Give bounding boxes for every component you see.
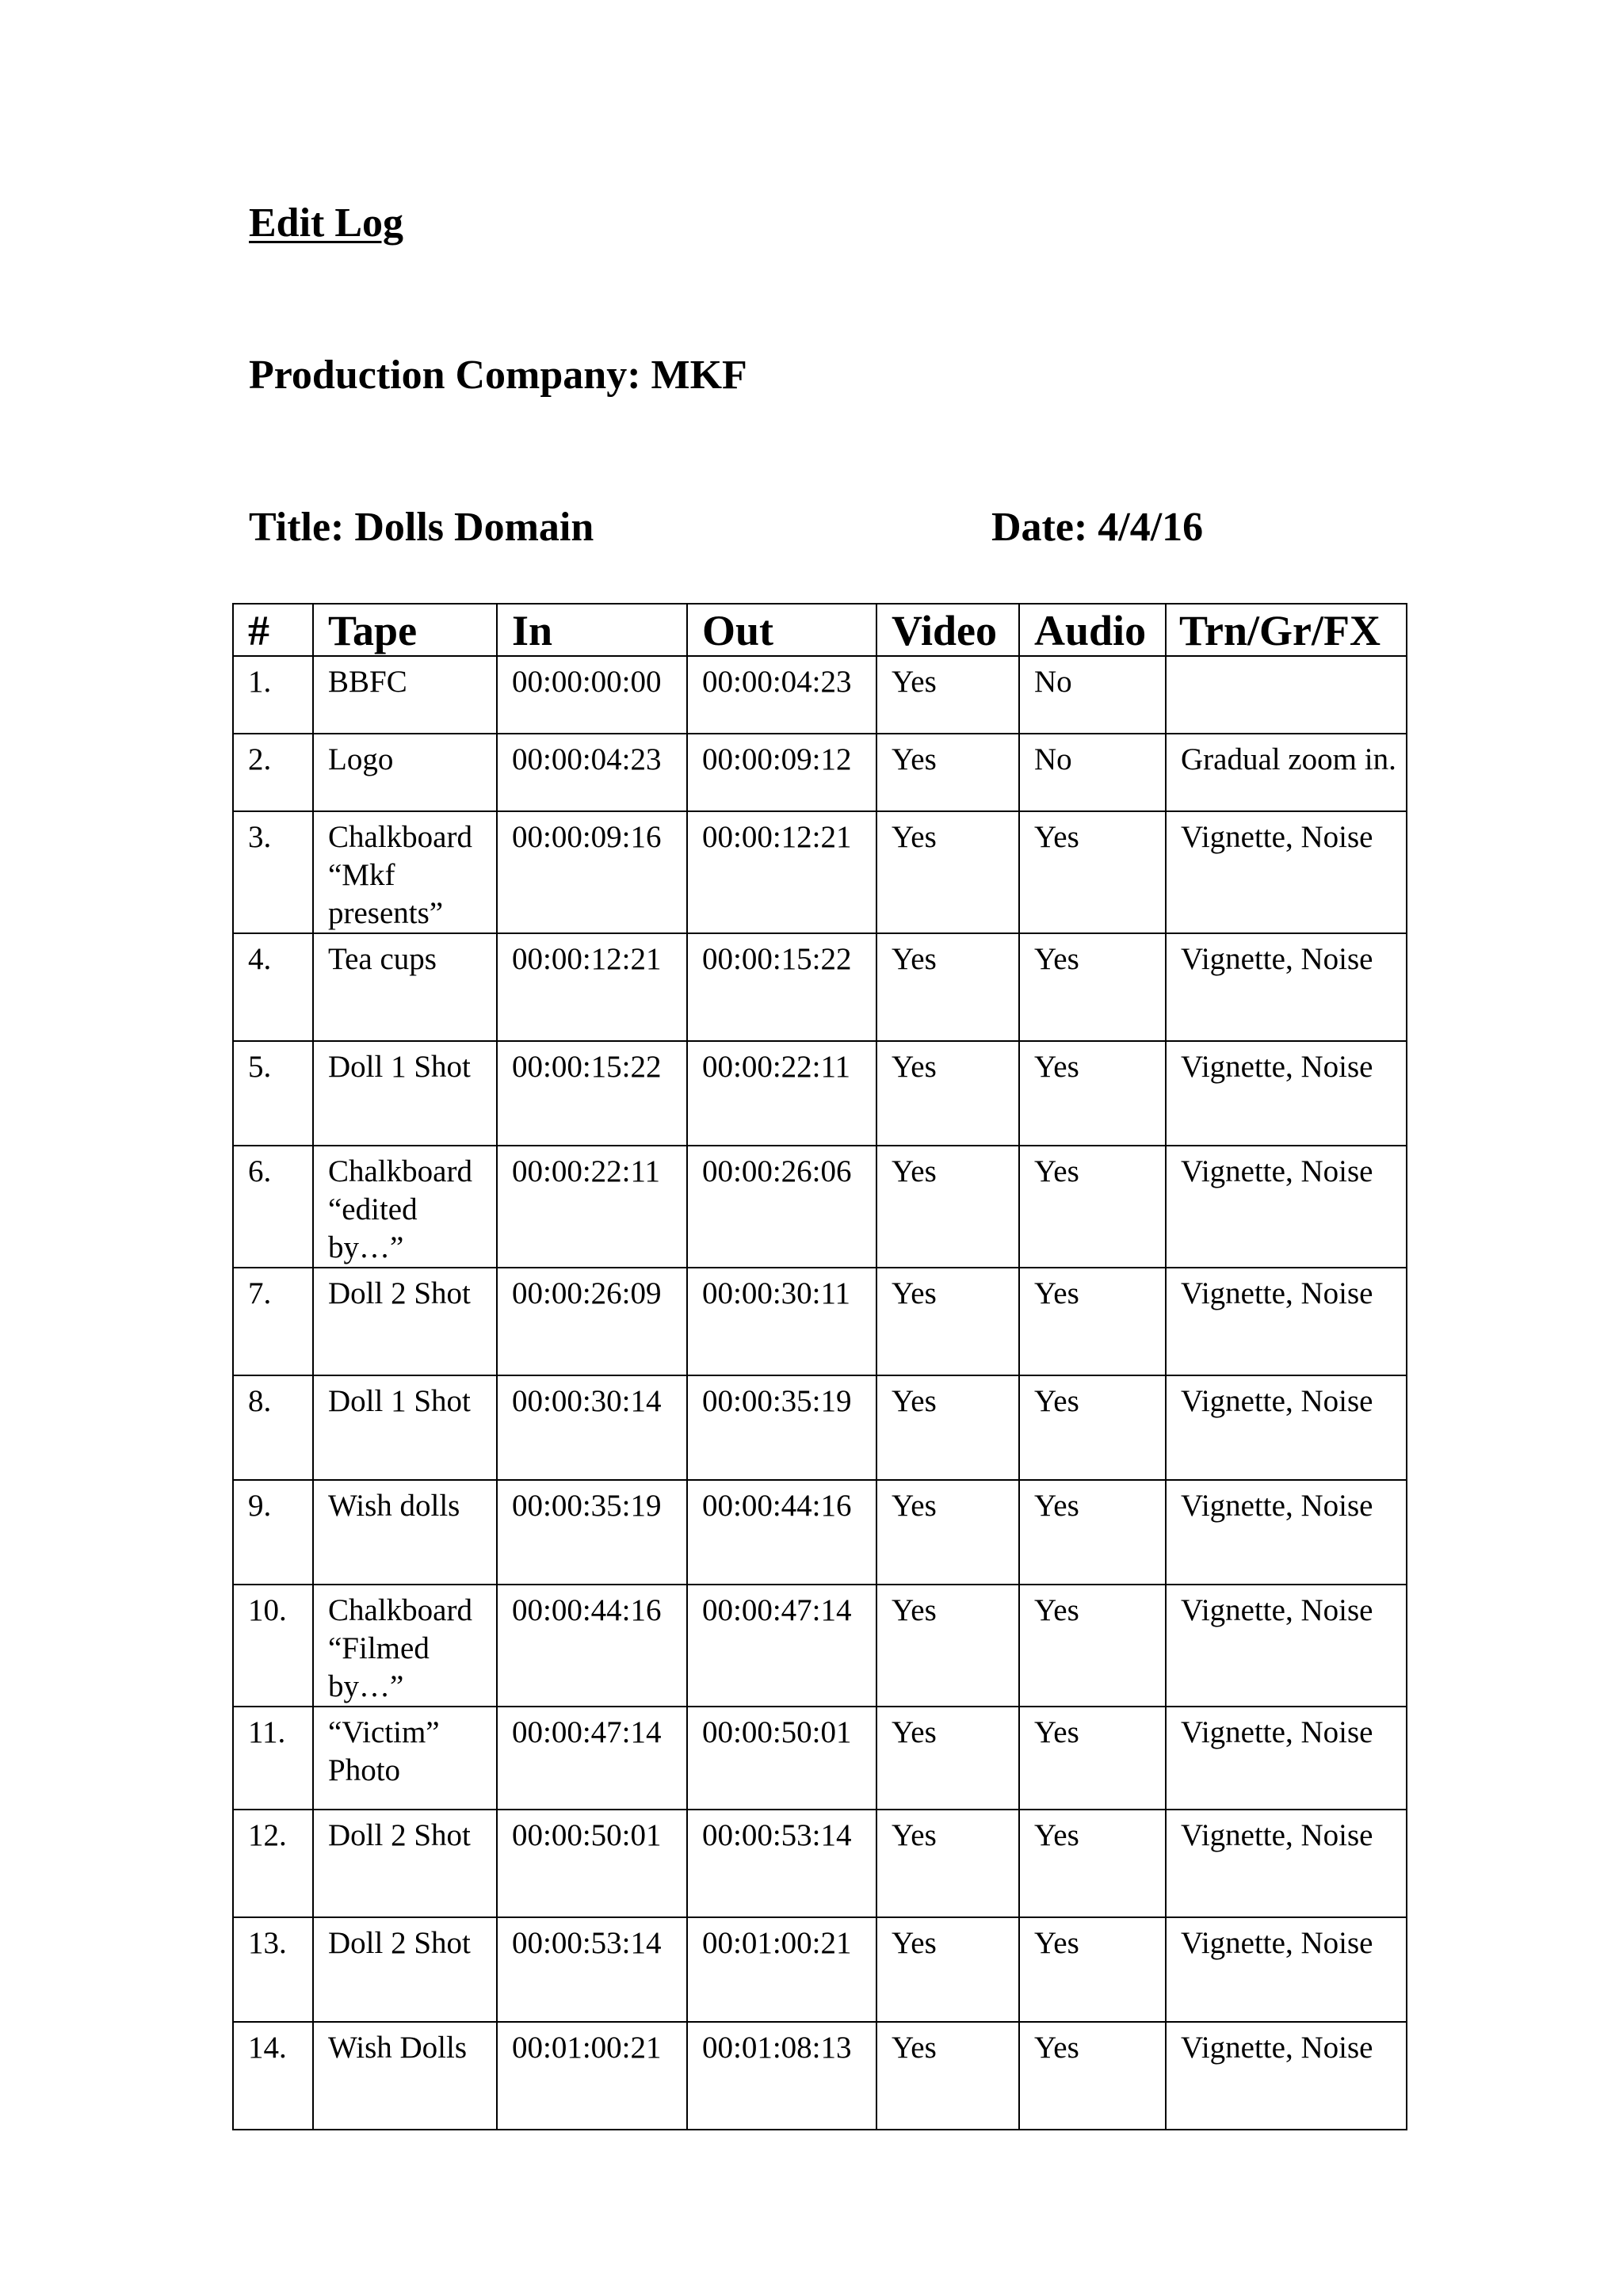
audio-cell: Yes [1019, 1041, 1166, 1146]
column-header-number: # [233, 604, 313, 656]
tape-cell: Doll 1 Shot [313, 1041, 497, 1146]
transition-fx-cell: Vignette, Noise [1166, 1585, 1407, 1707]
table-row [233, 811, 1407, 933]
transition-fx-cell: Vignette, Noise [1166, 1375, 1407, 1480]
audio-cell: Yes [1019, 1268, 1166, 1375]
video-cell: Yes [876, 1810, 1019, 1917]
audio-cell: Yes [1019, 1375, 1166, 1480]
tape-cell: Chalkboard “edited by…” [313, 1146, 497, 1268]
transition-fx-cell: Vignette, Noise [1166, 1810, 1407, 1917]
in-timecode: 00:00:26:09 [497, 1268, 687, 1375]
tape-cell: Chalkboard “Mkf presents” [313, 811, 497, 933]
column-header-transitions-fx: Trn/Gr/FX [1166, 604, 1407, 656]
table-row [233, 734, 1407, 811]
audio-cell: Yes [1019, 1146, 1166, 1268]
video-cell: Yes [876, 1375, 1019, 1480]
video-cell: Yes [876, 1480, 1019, 1585]
in-timecode: 00:00:50:01 [497, 1810, 687, 1917]
audio-cell: Yes [1019, 1810, 1166, 1917]
table-row [233, 1268, 1407, 1375]
out-timecode: 00:00:50:01 [687, 1707, 876, 1810]
out-timecode: 00:00:15:22 [687, 933, 876, 1041]
audio-cell: No [1019, 734, 1166, 811]
video-cell: Yes [876, 1917, 1019, 2022]
video-cell: Yes [876, 2022, 1019, 2130]
in-timecode: 00:00:15:22 [497, 1041, 687, 1146]
out-timecode: 00:00:22:11 [687, 1041, 876, 1146]
tape-cell: Doll 2 Shot [313, 1810, 497, 1917]
out-timecode: 00:00:53:14 [687, 1810, 876, 1917]
column-header-audio: Audio [1019, 604, 1166, 656]
transition-fx-cell: Vignette, Noise [1166, 1707, 1407, 1810]
edit-log-table [232, 603, 1407, 2130]
video-cell: Yes [876, 1707, 1019, 1810]
video-cell: Yes [876, 1041, 1019, 1146]
tape-cell: Logo [313, 734, 497, 811]
in-timecode: 00:00:30:14 [497, 1375, 687, 1480]
out-timecode: 00:00:09:12 [687, 734, 876, 811]
tape-cell: Doll 1 Shot [313, 1375, 497, 1480]
transition-fx-cell: Gradual zoom in. [1166, 734, 1407, 811]
audio-cell: Yes [1019, 933, 1166, 1041]
video-cell: Yes [876, 1268, 1019, 1375]
row-number: 12. [233, 1810, 313, 1917]
table-row [233, 1707, 1407, 1810]
transition-fx-cell: Vignette, Noise [1166, 933, 1407, 1041]
out-timecode: 00:00:35:19 [687, 1375, 876, 1480]
transition-fx-cell: Vignette, Noise [1166, 811, 1407, 933]
table-row [233, 933, 1407, 1041]
table-row [233, 1917, 1407, 2022]
row-number: 1. [233, 656, 313, 734]
column-header-in: In [497, 604, 687, 656]
tape-cell: BBFC [313, 656, 497, 734]
out-timecode: 00:00:44:16 [687, 1480, 876, 1585]
out-timecode: 00:00:12:21 [687, 811, 876, 933]
row-number: 8. [233, 1375, 313, 1480]
production-date: Date: 4/4/16 [991, 505, 1204, 550]
row-number: 6. [233, 1146, 313, 1268]
row-number: 9. [233, 1480, 313, 1585]
table-row [233, 656, 1407, 734]
table-row [233, 1810, 1407, 1917]
transition-fx-cell: Vignette, Noise [1166, 2022, 1407, 2130]
in-timecode: 00:00:04:23 [497, 734, 687, 811]
column-header-out: Out [687, 604, 876, 656]
row-number: 10. [233, 1585, 313, 1707]
production-title: Title: Dolls Domain [249, 505, 594, 550]
audio-cell: Yes [1019, 1707, 1166, 1810]
audio-cell: Yes [1019, 1585, 1166, 1707]
row-number: 5. [233, 1041, 313, 1146]
tape-cell: Doll 2 Shot [313, 1268, 497, 1375]
tape-cell: “Victim” Photo [313, 1707, 497, 1810]
table-row [233, 2022, 1407, 2130]
transition-fx-cell: Vignette, Noise [1166, 1917, 1407, 2022]
page-heading: Edit Log [249, 200, 404, 246]
audio-cell: Yes [1019, 1917, 1166, 2022]
row-number: 3. [233, 811, 313, 933]
tape-cell: Doll 2 Shot [313, 1917, 497, 2022]
in-timecode: 00:00:00:00 [497, 656, 687, 734]
row-number: 11. [233, 1707, 313, 1810]
audio-cell: Yes [1019, 1480, 1166, 1585]
out-timecode: 00:00:30:11 [687, 1268, 876, 1375]
video-cell: Yes [876, 811, 1019, 933]
row-number: 13. [233, 1917, 313, 2022]
table-row [233, 1146, 1407, 1268]
row-number: 7. [233, 1268, 313, 1375]
in-timecode: 00:00:22:11 [497, 1146, 687, 1268]
audio-cell: Yes [1019, 811, 1166, 933]
out-timecode: 00:01:00:21 [687, 1917, 876, 2022]
tape-cell: Wish dolls [313, 1480, 497, 1585]
in-timecode: 00:00:47:14 [497, 1707, 687, 1810]
out-timecode: 00:00:26:06 [687, 1146, 876, 1268]
out-timecode: 00:00:47:14 [687, 1585, 876, 1707]
table-row [233, 1375, 1407, 1480]
in-timecode: 00:00:09:16 [497, 811, 687, 933]
table-row [233, 1585, 1407, 1707]
in-timecode: 00:01:00:21 [497, 2022, 687, 2130]
in-timecode: 00:00:12:21 [497, 933, 687, 1041]
out-timecode: 00:01:08:13 [687, 2022, 876, 2130]
table-body [233, 656, 1407, 2130]
transition-fx-cell: Vignette, Noise [1166, 1041, 1407, 1146]
tape-cell: Wish Dolls [313, 2022, 497, 2130]
in-timecode: 00:00:53:14 [497, 1917, 687, 2022]
transition-fx-cell: Vignette, Noise [1166, 1146, 1407, 1268]
audio-cell: Yes [1019, 2022, 1166, 2130]
transition-fx-cell: Vignette, Noise [1166, 1480, 1407, 1585]
table-header-row [233, 604, 1407, 656]
column-header-video: Video [876, 604, 1019, 656]
row-number: 4. [233, 933, 313, 1041]
row-number: 14. [233, 2022, 313, 2130]
audio-cell: No [1019, 656, 1166, 734]
in-timecode: 00:00:44:16 [497, 1585, 687, 1707]
table-row [233, 1041, 1407, 1146]
tape-cell: Chalkboard “Filmed by…” [313, 1585, 497, 1707]
video-cell: Yes [876, 656, 1019, 734]
row-number: 2. [233, 734, 313, 811]
column-header-tape: Tape [313, 604, 497, 656]
in-timecode: 00:00:35:19 [497, 1480, 687, 1585]
video-cell: Yes [876, 1146, 1019, 1268]
transition-fx-cell: Vignette, Noise [1166, 1268, 1407, 1375]
transition-fx-cell [1166, 656, 1407, 734]
table-row [233, 1480, 1407, 1585]
production-company: Production Company: MKF [249, 353, 747, 398]
out-timecode: 00:00:04:23 [687, 656, 876, 734]
video-cell: Yes [876, 933, 1019, 1041]
video-cell: Yes [876, 734, 1019, 811]
tape-cell: Tea cups [313, 933, 497, 1041]
video-cell: Yes [876, 1585, 1019, 1707]
